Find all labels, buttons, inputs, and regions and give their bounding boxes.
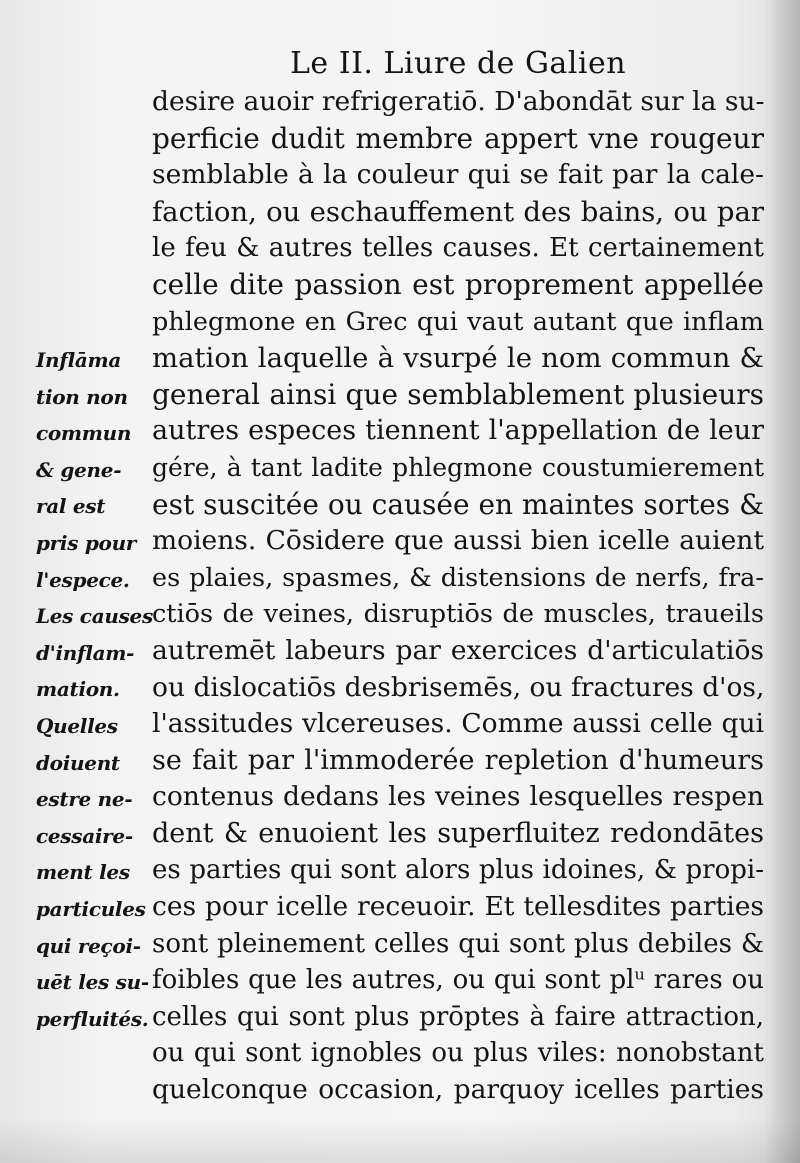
text-line: ou dislocatiōs desbrisemēs, ou fractures d'os, <box>152 671 764 703</box>
text-line: desire auoir refrigeratiō. D'abondāt sur la su- <box>152 86 764 117</box>
margin-note-line: cessaire- <box>36 823 133 848</box>
margin-note-line: Inflāma <box>36 348 122 372</box>
margin-note-line: doiuent <box>36 750 120 775</box>
text-line: autres especes tiennent l'appellation de leur <box>152 415 764 447</box>
margin-note-line: l'espece. <box>36 567 130 592</box>
margin-note-line: ral est <box>36 494 106 519</box>
text-line: perficie dudit membre appert vne rougeur <box>152 121 764 155</box>
text-line: semblable à la couleur qui se fait par la cale- <box>152 159 764 191</box>
running-head: Le II. Liure de Galien <box>290 46 627 81</box>
text-line: quelconque occasion, parquoy icelles parties <box>152 1074 764 1106</box>
margin-note-line: ment les <box>36 860 130 885</box>
text-line: ces pour icelle receuoir. Et tellesdites parties <box>152 891 764 923</box>
margin-note-line: estre ne- <box>36 787 133 812</box>
text-line: celle dite passion est proprement appellée <box>152 267 764 301</box>
text-line: dent & enuoient les superfluitez redondātes <box>152 817 764 849</box>
text-line: le feu & autres telles causes. Et certainement <box>152 233 764 264</box>
margin-note-line: perfluités. <box>36 1006 149 1031</box>
text-line: es parties qui sont alors plus idoines, & propi- <box>152 855 764 886</box>
margin-note-line: pris pour <box>36 530 137 555</box>
margin-note-line: particules <box>36 896 146 921</box>
margin-note-line: Les causes <box>36 604 153 629</box>
margin-note-line: tion non <box>36 384 128 409</box>
margin-note-line: d'inflam- <box>36 640 135 665</box>
text-line: es plaies, spasmes, & distensions de nerfs, fra- <box>152 562 764 593</box>
page-bottom-shade <box>0 1118 800 1163</box>
text-line: ctiōs de veines, disruptiōs de muscles, traueils <box>152 599 764 630</box>
text-line: gére, à tant ladite phlegmone coustumierement <box>152 452 764 482</box>
margin-note-line: & gene- <box>36 457 122 482</box>
text-line: autremēt labeurs par exercices d'articulatiōs <box>152 634 764 666</box>
margin-note-line: Quelles <box>36 713 118 738</box>
text-line: se fait par l'immoderée repletion d'humeurs <box>152 744 764 776</box>
text-line: est suscitée ou causée en maintes sortes & <box>152 487 764 521</box>
text-line: mation laquelle à vsurpé le nom commun & <box>152 342 764 375</box>
text-line: foibles que les autres, ou qui sont plᵘ rares ou <box>152 965 764 996</box>
text-line: moiens. Cōsidere que aussi bien icelle auient <box>152 525 764 557</box>
text-line: sont pleinement celles qui sont plus debiles & <box>152 928 764 959</box>
margin-note-line: commun <box>36 421 132 446</box>
body-text <box>152 84 764 1109</box>
margin-note-line: qui reçoi- <box>36 933 141 958</box>
text-line: celles qui sont plus prōptes à faire attraction, <box>152 1001 764 1032</box>
text-line: l'assitudes vlcereuses. Comme aussi celle qui <box>152 708 764 740</box>
text-line: general ainsi que semblablement plusieurs <box>152 377 764 411</box>
margin-note-line: mation. <box>36 677 120 702</box>
text-line: contenus dedans les veines lesquelles respen <box>152 781 764 813</box>
margin-note-line: uēt les su- <box>36 970 149 995</box>
text-line: ou qui sont ignobles ou plus viles: nonobstant <box>152 1038 764 1069</box>
text-line: faction, ou eschauffement des bains, ou par <box>152 195 764 228</box>
text-line: phlegmone en Grec qui vaut autant que inflam <box>152 306 764 337</box>
margin-notes <box>36 342 158 1037</box>
page-gutter-shadow <box>764 0 800 1163</box>
